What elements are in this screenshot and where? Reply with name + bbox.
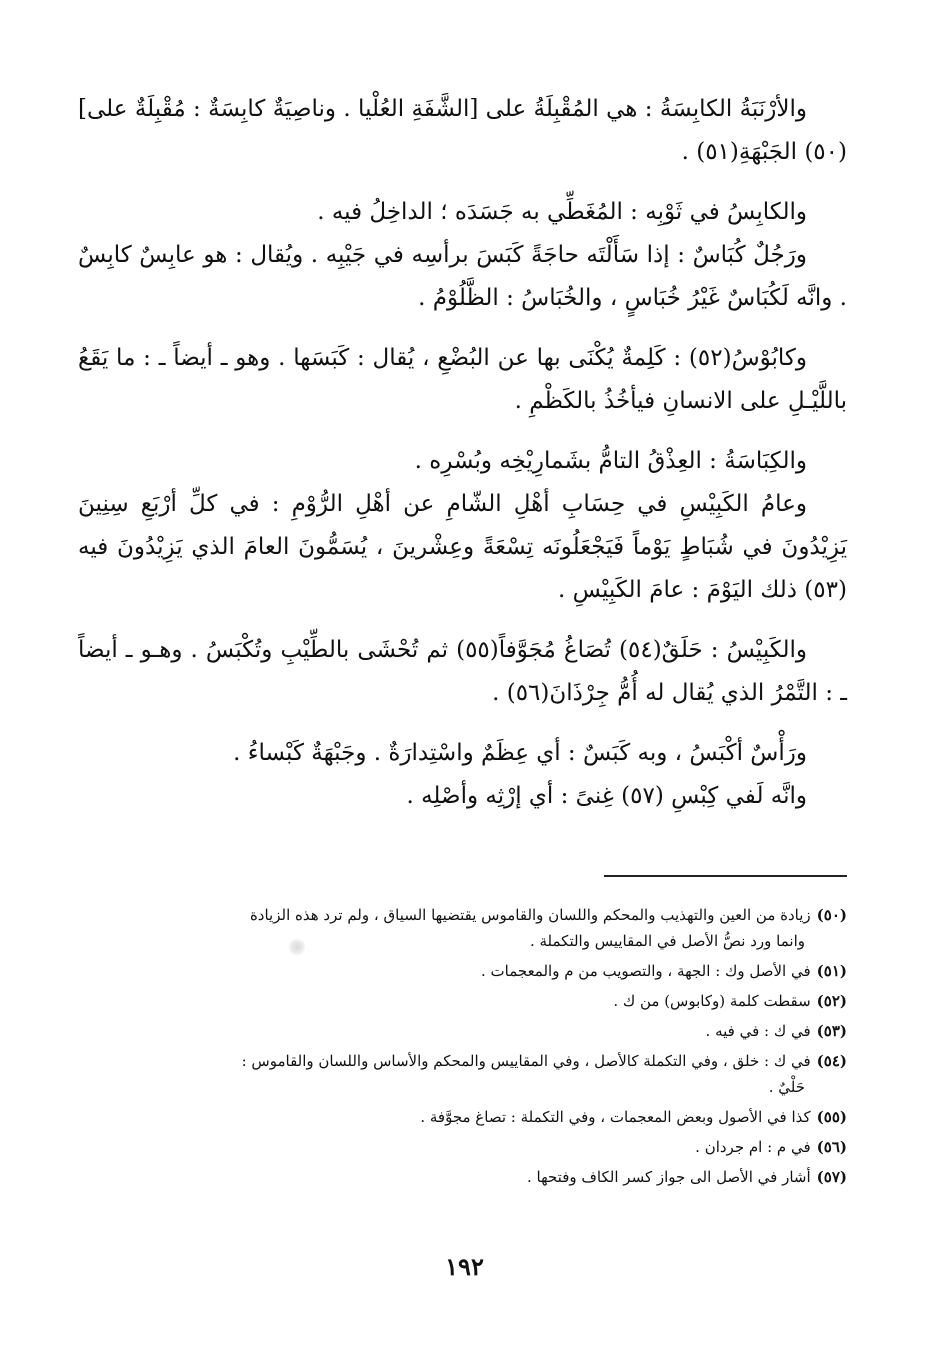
paragraph-ras-akbas: ورَأْسٌ أكْبَسُ ، وبه كَبَسٌ : أي عِظَمٌ واسْتِدارَةٌ . وجَبْهَةٌ كَبْساءُ . (233, 740, 807, 766)
main-text (78, 88, 847, 818)
paragraph-kibasa: والكِبَاسَةُ : العِذْقُ التامُّ بشَمارِيْخِه وبُسْرِه . (414, 448, 807, 474)
paragraph-kabis: والكَبِيْسُ : حَلَقٌ(٥٤) تُصَاغُ مُجَوَّفاً(٥٥) ثم تُحْشَى بالطِّيْبِ وتُكْبَسُ . وهـو ـ أيضاً ـ : التَّمْرُ الذي يُقال له أُمُّ جِرْذَانَ(٥٦) . (78, 637, 847, 706)
footnote-55: (٥٥)كذا في الأصول وبعض المعجمات ، وفي التكملة : تصاغ مجوَّفة . (420, 1108, 847, 1126)
paragraph-am-kabis: وعامُ الكَبِيْسِ في حِسَابِ أهْلِ الشّامِ عن أهْلِ الرُّوْمِ : في كلِّ أرْبَعِ سِنِينَ يَزِيْدُونَ في شُبَاطٍ يَوْماً فَيَجْعَلُونَه تِسْعَةً وعِشْرينَ ، يُسَمُّونَ العامَ الذي يَزِيْدُونَ فيه (٥٣) ذلك اليَوْمَ : عامَ الكَبِيْسِ . (78, 491, 847, 603)
footnotes (78, 902, 847, 1194)
footnote-50: (٥٠)زيادة من العين والتهذيب والمحكم واللسان والقاموس يقتضيها السياق ، ولم ترد هذه الزيادة وانما ورد نصُّ الأصل في المقاييس والتكملة . (249, 906, 847, 950)
footnote-53: (٥٣)في ك : في فيه . (705, 1022, 847, 1040)
paragraph-kubas: ورَجُلٌ كُبَاسٌ : إذا سَأَلْتَه حاجَةً كَبَسَ برأسِه في جَيْبِه . ويُقال : هو عابِسٌ كابِسٌ . وانَّه لَكُبَاسٌ غَيْرُ خُبَاسٍ ، والخُبَاسُ : الظَّلُوْمُ . (78, 242, 847, 311)
footnote-54: (٥٤)في ك : خلق ، وفي التكملة كالأصل ، وفي المقاييس والمحكم والأساس واللسان والقاموس : حَلْيٌ . (241, 1052, 847, 1096)
footnote-52: (٥٢)سقطت كلمة (وكابوس) من ك . (613, 992, 847, 1010)
footnote-57: (٥٧)أشار في الأصل الى جواز كسر الكاف وفتحها . (526, 1168, 847, 1186)
footnote-51: (٥١)في الأصل وك : الجهة ، والتصويب من م والمعجمات . (480, 962, 847, 980)
paragraph-kabus: وكابُوْسُ(٥٢) : كَلِمةٌ يُكْنَى بها عن البُضْعِ ، يُقال : كَبَسَها . وهو ـ أيضاً ـ : ما يَقَعُ باللَّيْـلِ على الانسانِ فيأخُذُ بالكَظْمِ . (78, 345, 847, 414)
paragraph-kabis-thawb: والكابِسُ في ثَوْبِه : المُغَطِّي به جَسَدَه ؛ الداخِلُ فيه . (317, 199, 807, 225)
page-number: ١٩٢ (445, 1252, 484, 1281)
footnote-56: (٥٦)في م : ام جردان . (695, 1138, 847, 1156)
paragraph-arnaba: والأرْنَبَةُ الكابِسَةُ : هي المُقْبِلَةُ على [الشَّفَةِ العُلْيا . وناصِيَةٌ كابِسَةٌ : مُقْبِلَةٌ على](٥٠) الجَبْهَةِ(٥١) . (78, 96, 847, 165)
footnote-separator (604, 875, 847, 877)
paragraph-kibs-ghina: وانَّه لَفي كِبْسِ (٥٧) غِنىً : أي إرْثِه وأصْلِه . (406, 783, 807, 809)
